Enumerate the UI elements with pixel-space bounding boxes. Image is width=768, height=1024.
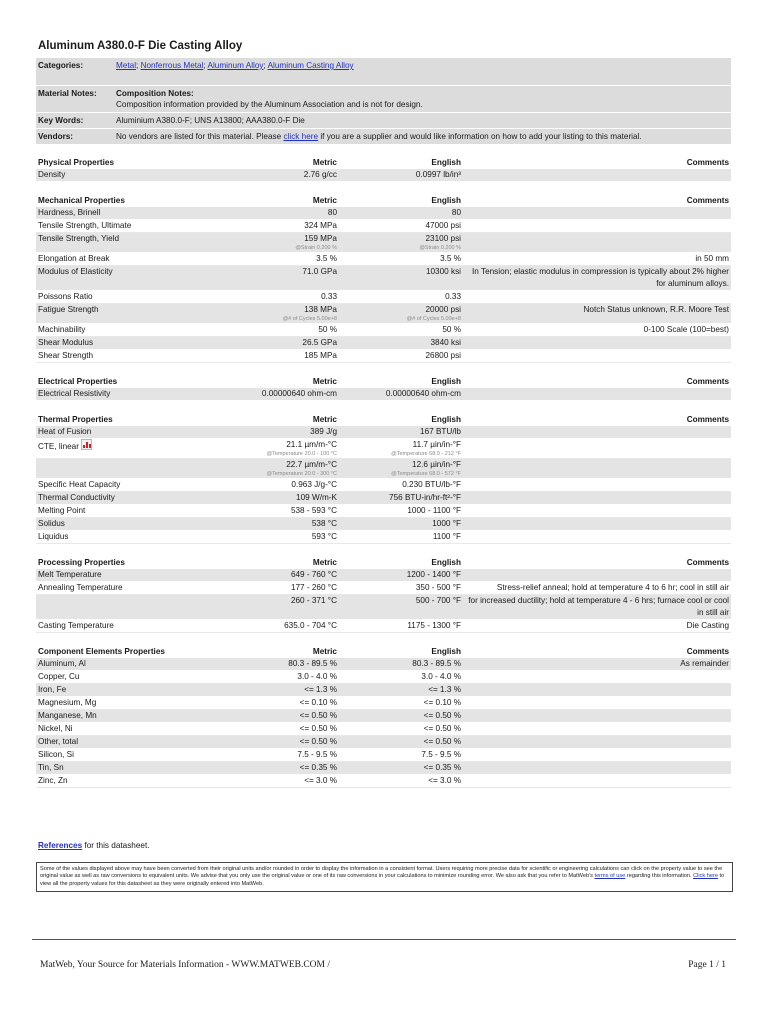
english-value[interactable]: 20000 psi @# of Cycles 5.00e+8	[339, 304, 463, 324]
property-comment	[463, 710, 731, 723]
references-link[interactable]: References	[38, 841, 83, 850]
references-line: References for this datasheet.	[38, 841, 150, 850]
english-value[interactable]: <= 0.50 %	[339, 723, 463, 736]
property-name: Other, total	[36, 736, 210, 749]
property-comment: Notch Status unknown, R.R. Moore Test	[463, 304, 731, 324]
metric-column-header: Metric	[312, 196, 337, 205]
property-comment	[463, 775, 731, 788]
disclaimer-box: Some of the values displayed above may have been converted from their original units and/or rounded in order to display the information in a consistent format. Users requiring more precise data for scientific or engineering calculations can click on the property value to see the original value as well as raw conversions to equivalent units. We advise that you only use the original value or one of its raw conversions in your calculations to minimize rounding error. We also ask that you refer to MatWeb's terms of use regarding this information. Click here to view all the property values for this datasheet as they were originally entered into MatWeb.	[36, 862, 733, 892]
property-row	[36, 658, 731, 671]
property-name: Magnesium, Mg	[36, 697, 210, 710]
property-comment	[463, 671, 731, 684]
metric-value[interactable]: <= 0.35 %	[210, 762, 339, 775]
metric-value[interactable]: 21.1 µm/m-°C @Temperature 20.0 - 100 °C	[210, 439, 339, 459]
property-row	[36, 266, 731, 291]
chart-icon[interactable]	[81, 439, 92, 450]
metric-value[interactable]: 0.963 J/g-°C	[210, 479, 339, 492]
property-name: Annealing Temperature	[36, 582, 210, 595]
property-comment	[463, 492, 731, 505]
property-name	[36, 595, 210, 620]
english-value[interactable]: 0.0997 lb/in³	[339, 169, 463, 182]
english-value[interactable]: 12.6 µin/in-°F @Temperature 68.0 - 572 °F	[339, 459, 463, 479]
metric-value[interactable]: 109 W/m-K	[210, 492, 339, 505]
property-comment	[463, 723, 731, 736]
section-title: Thermal Properties	[38, 415, 113, 424]
english-value[interactable]: 3.5 %	[339, 253, 463, 266]
property-comment: In Tension; elastic modulus in compression is typically about 2% higher for aluminum alloys.	[463, 266, 731, 291]
metric-value[interactable]: 80.3 - 89.5 %	[210, 658, 339, 671]
original-values-link[interactable]: Click here	[693, 873, 718, 880]
section-header	[36, 645, 731, 658]
property-name: Thermal Conductivity	[36, 492, 210, 505]
english-value[interactable]: 167 BTU/lb	[339, 426, 463, 439]
property-row	[36, 426, 731, 439]
property-name: Poissons Ratio	[36, 291, 210, 304]
english-value[interactable]: 1100 °F	[339, 531, 463, 544]
property-row	[36, 749, 731, 762]
english-condition: @Strain 0.200 %	[419, 245, 461, 251]
property-row	[36, 207, 731, 220]
property-comment	[463, 388, 731, 401]
metric-condition: @Strain 0.200 %	[295, 245, 337, 251]
english-condition: @Temperature 68.0 - 212 °F	[391, 451, 461, 457]
property-name: Melt Temperature	[36, 569, 210, 582]
section-title: Mechanical Properties	[38, 196, 125, 205]
category-link-aluminum-casting-alloy[interactable]: Aluminum Casting Alloy	[267, 61, 354, 70]
keywords-row	[36, 113, 731, 128]
property-name: Tensile Strength, Ultimate	[36, 220, 210, 233]
categories-label: Categories:	[36, 58, 114, 73]
english-value[interactable]: <= 3.0 %	[339, 775, 463, 788]
english-value[interactable]: 0.00000640 ohm-cm	[339, 388, 463, 401]
property-row	[36, 762, 731, 775]
material-notes-label: Material Notes:	[36, 86, 114, 112]
metric-value[interactable]: 260 - 371 °C	[210, 595, 339, 620]
section-header	[36, 156, 731, 169]
keywords-label: Key Words:	[36, 113, 114, 128]
comments-column-header: Comments	[686, 415, 729, 424]
property-name: Aluminum, Al	[36, 658, 210, 671]
english-value[interactable]: <= 0.50 %	[339, 736, 463, 749]
categories-row	[36, 58, 731, 73]
english-value[interactable]: 47000 psi	[339, 220, 463, 233]
property-comment: for increased ductility; hold at temperature 4 - 6 hrs; furnace cool or cool in still air	[463, 595, 731, 620]
english-value[interactable]: 3.0 - 4.0 %	[339, 671, 463, 684]
property-comment	[463, 169, 731, 182]
english-value[interactable]: 756 BTU-in/hr-ft²-°F	[339, 492, 463, 505]
metric-value[interactable]: 7.5 - 9.5 %	[210, 749, 339, 762]
vendors-row: Vendors: No vendors are listed for this material. Please click here if you are a supplier and would like information on how to add your listing to this material.	[36, 129, 731, 144]
metric-condition: @# of Cycles 5.00e+8	[282, 316, 337, 322]
property-row	[36, 723, 731, 736]
property-name: Electrical Resistivity	[36, 388, 210, 401]
english-value[interactable]: 1200 - 1400 °F	[339, 569, 463, 582]
property-name: CTE, linear	[36, 439, 210, 459]
metric-value[interactable]: 0.33	[210, 291, 339, 304]
property-comment	[463, 531, 731, 544]
property-row	[36, 459, 731, 479]
page-title: Aluminum A380.0-F Die Casting Alloy	[38, 40, 243, 52]
property-name: Copper, Cu	[36, 671, 210, 684]
property-name: Melting Point	[36, 505, 210, 518]
english-column-header: English	[431, 158, 461, 167]
english-value[interactable]: <= 0.10 %	[339, 697, 463, 710]
categories-links: Metal; Nonferrous Metal; Aluminum Alloy; Aluminum Casting Alloy	[114, 58, 731, 73]
property-name: Iron, Fe	[36, 684, 210, 697]
property-name: Hardness, Brinell	[36, 207, 210, 220]
property-comment	[463, 207, 731, 220]
english-value[interactable]: 350 - 500 °F	[339, 582, 463, 595]
property-name: Shear Strength	[36, 350, 210, 363]
metric-value[interactable]: 593 °C	[210, 531, 339, 544]
property-row	[36, 350, 731, 363]
property-comment	[463, 569, 731, 582]
property-row	[36, 479, 731, 492]
metric-column-header: Metric	[312, 415, 337, 424]
section-title: Component Elements Properties	[38, 647, 165, 656]
property-comment	[463, 518, 731, 531]
property-comment	[463, 749, 731, 762]
english-value[interactable]: 50 %	[339, 324, 463, 337]
property-name: Tensile Strength, Yield	[36, 233, 210, 253]
properties-table	[36, 156, 731, 788]
english-value[interactable]: <= 0.50 %	[339, 710, 463, 723]
footer-divider	[32, 939, 736, 940]
property-name: Liquidus	[36, 531, 210, 544]
keywords-text: Aluminium A380.0-F; UNS A13800; AAA380.0-F Die	[114, 113, 731, 128]
property-row	[36, 671, 731, 684]
property-row	[36, 710, 731, 723]
english-value[interactable]: 1000 - 1100 °F	[339, 505, 463, 518]
composition-notes-text: Composition information provided by the Aluminum Association and is not for design.	[116, 100, 423, 109]
comments-column-header: Comments	[686, 558, 729, 567]
english-value[interactable]: 80.3 - 89.5 %	[339, 658, 463, 671]
property-row	[36, 220, 731, 233]
property-row	[36, 531, 731, 544]
english-value[interactable]: 1000 °F	[339, 518, 463, 531]
metric-value[interactable]: 185 MPa	[210, 350, 339, 363]
property-row	[36, 736, 731, 749]
english-value[interactable]: <= 0.35 %	[339, 762, 463, 775]
english-value[interactable]: 80	[339, 207, 463, 220]
property-row	[36, 169, 731, 182]
metric-value[interactable]: 3.0 - 4.0 %	[210, 671, 339, 684]
metric-value[interactable]: 389 J/g	[210, 426, 339, 439]
english-value[interactable]: 23100 psi @Strain 0.200 %	[339, 233, 463, 253]
property-comment	[463, 736, 731, 749]
property-row	[36, 505, 731, 518]
english-value[interactable]: <= 1.3 %	[339, 684, 463, 697]
property-name: Silicon, Si	[36, 749, 210, 762]
comments-column-header: Comments	[686, 196, 729, 205]
property-name: Nickel, Ni	[36, 723, 210, 736]
metric-condition: @Temperature 20.0 - 300 °C	[266, 471, 337, 477]
vendors-label: Vendors:	[36, 129, 114, 144]
metric-value[interactable]: <= 0.50 %	[210, 736, 339, 749]
property-comment	[463, 439, 731, 459]
property-comment	[463, 220, 731, 233]
comments-column-header: Comments	[686, 377, 729, 386]
property-row	[36, 595, 731, 620]
english-value[interactable]: 26800 psi	[339, 350, 463, 363]
metric-value[interactable]: 138 MPa @# of Cycles 5.00e+8	[210, 304, 339, 324]
section-header	[36, 413, 731, 426]
material-info-table	[36, 58, 731, 144]
vendor-click-here-link[interactable]: click here	[283, 132, 319, 141]
english-column-header: English	[431, 558, 461, 567]
english-condition: @Temperature 68.0 - 572 °F	[391, 471, 461, 477]
category-link-metal[interactable]: Metal	[116, 61, 137, 70]
property-row	[36, 684, 731, 697]
section-title: Physical Properties	[38, 158, 114, 167]
property-row	[36, 324, 731, 337]
english-value[interactable]: 1175 - 1300 °F	[339, 620, 463, 633]
metric-value[interactable]: 2.76 g/cc	[210, 169, 339, 182]
metric-column-header: Metric	[312, 158, 337, 167]
terms-of-use-link[interactable]: terms of use	[594, 873, 626, 880]
property-row	[36, 492, 731, 505]
property-name: Elongation at Break	[36, 253, 210, 266]
section-title: Electrical Properties	[38, 377, 118, 386]
metric-value[interactable]: <= 0.50 %	[210, 723, 339, 736]
metric-value[interactable]: 324 MPa	[210, 220, 339, 233]
property-name: Heat of Fusion	[36, 426, 210, 439]
metric-value[interactable]: <= 0.50 %	[210, 710, 339, 723]
property-name: Tin, Sn	[36, 762, 210, 775]
english-value[interactable]: 7.5 - 9.5 %	[339, 749, 463, 762]
section-header	[36, 556, 731, 569]
property-name: Casting Temperature	[36, 620, 210, 633]
english-value[interactable]: 0.33	[339, 291, 463, 304]
property-comment	[463, 350, 731, 363]
property-row	[36, 388, 731, 401]
property-row	[36, 697, 731, 710]
english-value[interactable]: 3840 ksi	[339, 337, 463, 350]
property-row	[36, 518, 731, 531]
property-comment: in 50 mm	[463, 253, 731, 266]
property-name: Zinc, Zn	[36, 775, 210, 788]
metric-value[interactable]: 80	[210, 207, 339, 220]
metric-value[interactable]: 649 - 760 °C	[210, 569, 339, 582]
metric-value[interactable]: 50 %	[210, 324, 339, 337]
section-title: Processing Properties	[38, 558, 125, 567]
english-column-header: English	[431, 415, 461, 424]
metric-value[interactable]: 22.7 µm/m-°C @Temperature 20.0 - 300 °C	[210, 459, 339, 479]
property-comment	[463, 337, 731, 350]
section-header	[36, 194, 731, 207]
footer-page-number: Page 1 / 1	[688, 960, 726, 970]
english-value[interactable]: 11.7 µin/in-°F @Temperature 68.0 - 212 °F	[339, 439, 463, 459]
metric-value[interactable]: 71.0 GPa	[210, 266, 339, 291]
english-column-header: English	[431, 377, 461, 386]
metric-value[interactable]: 538 °C	[210, 518, 339, 531]
english-column-header: English	[431, 196, 461, 205]
property-comment: Stress-relief anneal; hold at temperature 4 to 6 hr; cool in still air	[463, 582, 731, 595]
property-name: Machinability	[36, 324, 210, 337]
metric-value[interactable]: 3.5 %	[210, 253, 339, 266]
composition-notes-heading: Composition Notes:	[116, 89, 194, 98]
metric-condition: @Temperature 20.0 - 100 °C	[266, 451, 337, 457]
metric-value[interactable]: <= 0.10 %	[210, 697, 339, 710]
category-link-nonferrous-metal[interactable]: Nonferrous Metal	[140, 61, 204, 70]
property-name: Modulus of Elasticity	[36, 266, 210, 291]
property-comment: As remainder	[463, 658, 731, 671]
metric-column-header: Metric	[312, 647, 337, 656]
property-comment	[463, 233, 731, 253]
property-row	[36, 291, 731, 304]
property-comment	[463, 762, 731, 775]
english-value[interactable]: 0.230 BTU/lb-°F	[339, 479, 463, 492]
property-row	[36, 439, 731, 459]
property-name: Fatigue Strength	[36, 304, 210, 324]
property-comment	[463, 697, 731, 710]
property-comment	[463, 505, 731, 518]
property-name: Density	[36, 169, 210, 182]
property-name: Manganese, Mn	[36, 710, 210, 723]
property-name: Shear Modulus	[36, 337, 210, 350]
property-comment	[463, 479, 731, 492]
english-condition: @# of Cycles 5.00e+8	[406, 316, 461, 322]
property-row	[36, 775, 731, 788]
metric-value[interactable]: 26.5 GPa	[210, 337, 339, 350]
footer-source: MatWeb, Your Source for Materials Information - WWW.MATWEB.COM /	[40, 960, 330, 970]
property-row	[36, 233, 731, 253]
metric-column-header: Metric	[312, 377, 337, 386]
property-row	[36, 569, 731, 582]
metric-column-header: Metric	[312, 558, 337, 567]
english-column-header: English	[431, 647, 461, 656]
metric-value[interactable]: <= 1.3 %	[210, 684, 339, 697]
property-name: Solidus	[36, 518, 210, 531]
metric-value[interactable]: 159 MPa @Strain 0.200 %	[210, 233, 339, 253]
property-comment	[463, 459, 731, 479]
property-row	[36, 253, 731, 266]
metric-value[interactable]: <= 3.0 %	[210, 775, 339, 788]
property-comment: 0-100 Scale (100=best)	[463, 324, 731, 337]
metric-value[interactable]: 0.00000640 ohm-cm	[210, 388, 339, 401]
property-row	[36, 304, 731, 324]
category-link-aluminum-alloy[interactable]: Aluminum Alloy	[207, 61, 264, 70]
material-notes-row	[36, 86, 731, 112]
property-comment: Die Casting	[463, 620, 731, 633]
property-comment	[463, 684, 731, 697]
property-name	[36, 459, 210, 479]
property-name: Specific Heat Capacity	[36, 479, 210, 492]
metric-value[interactable]: 177 - 260 °C	[210, 582, 339, 595]
metric-value[interactable]: 635.0 - 704 °C	[210, 620, 339, 633]
property-row	[36, 337, 731, 350]
english-value[interactable]: 500 - 700 °F	[339, 595, 463, 620]
comments-column-header: Comments	[686, 647, 729, 656]
metric-value[interactable]: 538 - 593 °C	[210, 505, 339, 518]
property-comment	[463, 426, 731, 439]
comments-column-header: Comments	[686, 158, 729, 167]
property-row	[36, 620, 731, 633]
property-comment	[463, 291, 731, 304]
english-value[interactable]: 10300 ksi	[339, 266, 463, 291]
section-header	[36, 375, 731, 388]
property-row	[36, 582, 731, 595]
